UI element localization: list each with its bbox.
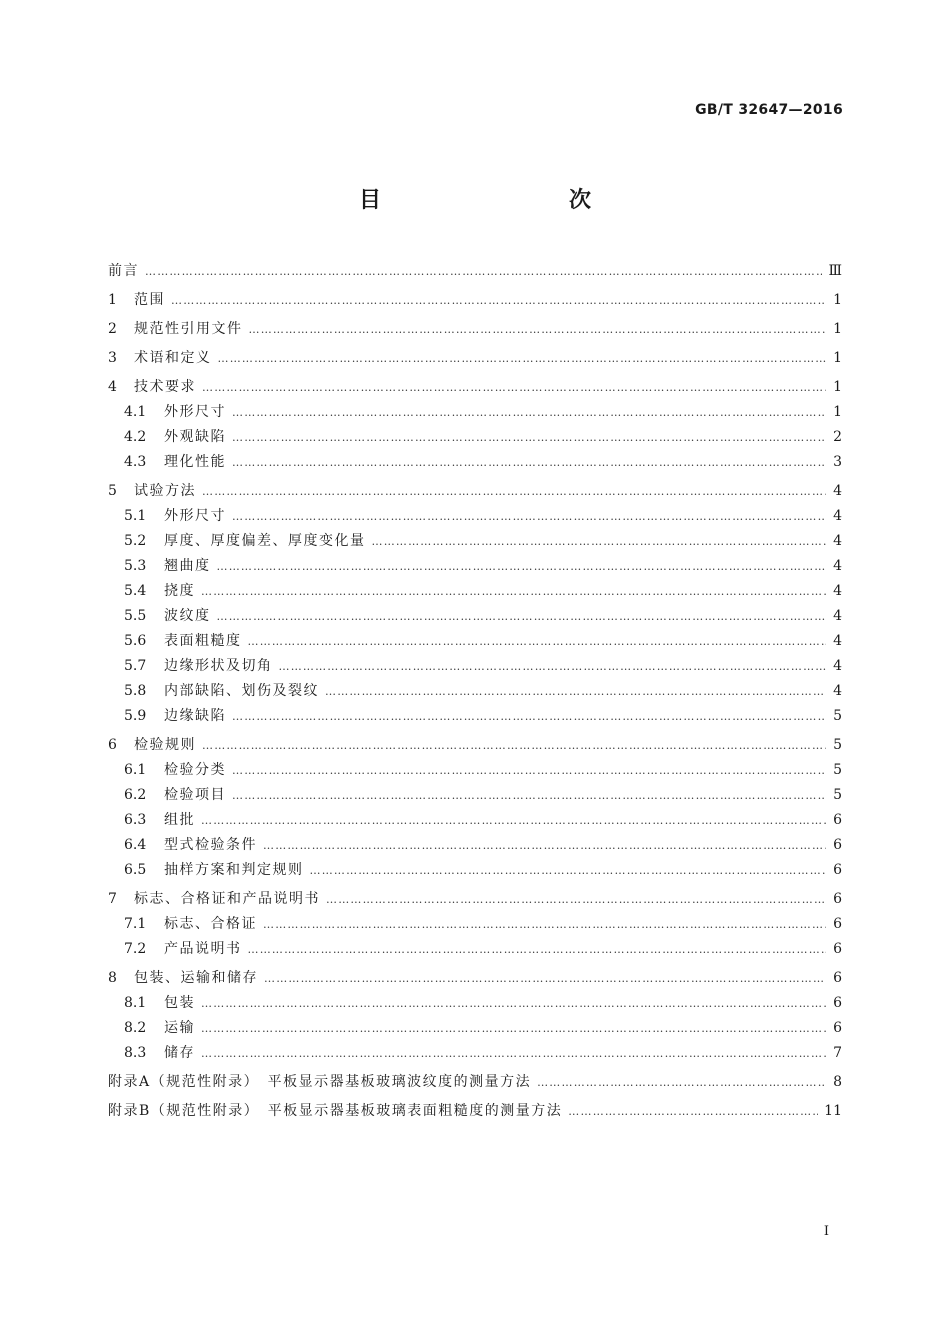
dot-leader (201, 808, 826, 833)
toc-entry-page: 6 (833, 995, 842, 1011)
toc-entry-label: 标志、合格证 (164, 916, 257, 932)
dot-leader (537, 1070, 826, 1095)
toc-entry-page: 4 (833, 508, 842, 524)
toc-entry-page: 6 (833, 970, 842, 986)
dot-leader (201, 1016, 826, 1041)
dot-leader (232, 783, 826, 808)
dot-leader (248, 629, 827, 654)
toc-entry[interactable] (108, 288, 842, 313)
toc-entry-label: 表面粗糙度 (164, 633, 242, 649)
toc-entry-number: 8 (108, 970, 117, 986)
toc-subentry[interactable] (108, 654, 842, 679)
toc-entry-label: 外形尺寸 (164, 404, 226, 420)
toc-entry-page: 1 (833, 379, 842, 395)
toc-entry-page: 4 (833, 558, 842, 574)
toc-subentry[interactable] (108, 833, 842, 858)
toc-entry-label: 标志、合格证和产品说明书 (134, 891, 320, 907)
toc-entry[interactable] (108, 375, 842, 400)
toc-entry[interactable] (108, 259, 842, 284)
toc-entry-label: 波纹度 (164, 608, 211, 624)
toc-entry-page: 5 (833, 708, 842, 724)
toc-entry-page: 6 (833, 916, 842, 932)
toc-subentry[interactable] (108, 858, 842, 883)
toc-entry-label: 试验方法 (134, 483, 196, 499)
toc-subentry[interactable] (108, 579, 842, 604)
toc-entry-number: 6.1 (124, 762, 147, 778)
toc-entry-label: 附录B（规范性附录） 平板显示器基板玻璃表面粗糙度的测量方法 (108, 1103, 563, 1119)
toc-entry-page: 5 (833, 787, 842, 803)
toc-entry-number: 6 (108, 737, 117, 753)
toc-entry-label: 翘曲度 (164, 558, 211, 574)
toc-subentry[interactable] (108, 808, 842, 833)
toc-entry-number: 5 (108, 483, 117, 499)
dot-leader (202, 479, 826, 504)
dot-leader (249, 317, 827, 342)
dot-leader (568, 1099, 818, 1124)
dot-leader (218, 346, 827, 371)
toc-subentry[interactable] (108, 783, 842, 808)
dot-leader (232, 704, 826, 729)
toc-subentry[interactable] (108, 991, 842, 1016)
toc-entry-page: 6 (833, 891, 842, 907)
toc-entry-page: 4 (833, 583, 842, 599)
toc-entry-number: 5.4 (124, 583, 147, 599)
toc-entry-label: 边缘缺陷 (164, 708, 226, 724)
toc-entry-label: 产品说明书 (164, 941, 242, 957)
toc-entry-number: 6.2 (124, 787, 147, 803)
toc-entry-label: 检验分类 (164, 762, 226, 778)
toc-entry-label: 技术要求 (134, 379, 196, 395)
toc-entry-page: 1 (833, 404, 842, 420)
toc-entry-number: 5.2 (124, 533, 147, 549)
toc-entry-page: 7 (833, 1045, 842, 1061)
toc-entry-page: 1 (833, 292, 842, 308)
toc-entry-label: 规范性引用文件 (134, 321, 243, 337)
dot-leader (171, 288, 826, 313)
dot-leader (201, 1041, 826, 1066)
toc-entry-number: 7.1 (124, 916, 147, 932)
toc-entry-number: 5.9 (124, 708, 147, 724)
toc-entry-page: 5 (833, 762, 842, 778)
toc-entry-page: 6 (833, 812, 842, 828)
toc-subentry[interactable] (108, 912, 842, 937)
dot-leader (201, 991, 826, 1016)
dot-leader (232, 758, 826, 783)
toc-entry-label: 附录A（规范性附录） 平板显示器基板玻璃波纹度的测量方法 (108, 1074, 532, 1090)
dot-leader (325, 679, 826, 704)
dot-leader (263, 912, 826, 937)
toc-entry-number: 6.3 (124, 812, 147, 828)
dot-leader (232, 400, 826, 425)
toc-entry-page: 3 (833, 454, 842, 470)
dot-leader (263, 833, 826, 858)
dot-leader (232, 425, 826, 450)
toc-entry[interactable] (108, 733, 842, 758)
toc-entry-label: 包装、运输和储存 (134, 970, 258, 986)
toc-subentry[interactable] (108, 1041, 842, 1066)
toc-subentry[interactable] (108, 529, 842, 554)
toc-entry-number: 5.3 (124, 558, 147, 574)
toc-subentry[interactable] (108, 704, 842, 729)
dot-leader (217, 604, 827, 629)
table-of-contents (108, 259, 842, 1124)
toc-entry-label: 厚度、厚度偏差、厚度变化量 (164, 533, 366, 549)
dot-leader (201, 579, 826, 604)
toc-entry-number: 6.5 (124, 862, 147, 878)
toc-entry-number: 5.5 (124, 608, 147, 624)
toc-entry-label: 检验规则 (134, 737, 196, 753)
toc-entry-label: 型式检验条件 (164, 837, 257, 853)
toc-entry-page: 2 (833, 429, 842, 445)
toc-entry-page: 1 (833, 321, 842, 337)
toc-subentry[interactable] (108, 1016, 842, 1041)
toc-entry-page: 6 (833, 862, 842, 878)
dot-leader (372, 529, 827, 554)
toc-entry-number: 1 (108, 292, 117, 308)
dot-leader (248, 937, 827, 962)
toc-entry-page: 6 (833, 837, 842, 853)
toc-entry-number: 6.4 (124, 837, 147, 853)
page-folio: Ⅰ (823, 1224, 829, 1239)
toc-entry[interactable] (108, 1070, 842, 1095)
toc-entry-label: 理化性能 (164, 454, 226, 470)
toc-subentry[interactable] (108, 554, 842, 579)
toc-entry-page: Ⅲ (828, 263, 842, 279)
toc-entry-number: 4.3 (124, 454, 147, 470)
toc-entry[interactable] (108, 966, 842, 991)
toc-entry-page: 11 (824, 1103, 842, 1119)
toc-entry-page: 4 (833, 683, 842, 699)
toc-entry-page: 4 (833, 533, 842, 549)
toc-entry-number: 8.2 (124, 1020, 147, 1036)
toc-subentry[interactable] (108, 450, 842, 475)
toc-entry-label: 内部缺陷、划伤及裂纹 (164, 683, 319, 699)
toc-entry-label: 抽样方案和判定规则 (164, 862, 304, 878)
toc-entry-number: 2 (108, 321, 117, 337)
dot-leader (326, 887, 826, 912)
toc-entry[interactable] (108, 887, 842, 912)
toc-entry-label: 储存 (164, 1045, 195, 1061)
toc-entry-page: 8 (833, 1074, 842, 1090)
toc-entry-number: 4.1 (124, 404, 147, 420)
toc-entry-page: 4 (833, 633, 842, 649)
toc-entry-label: 挠度 (164, 583, 195, 599)
toc-entry-number: 5.8 (124, 683, 147, 699)
dot-leader (217, 554, 827, 579)
toc-entry-label: 外观缺陷 (164, 429, 226, 445)
toc-entry-number: 5.1 (124, 508, 147, 524)
dot-leader (232, 450, 826, 475)
toc-entry-label: 范围 (134, 292, 165, 308)
toc-entry-label: 包装 (164, 995, 195, 1011)
toc-entry-page: 6 (833, 1020, 842, 1036)
toc-entry-label: 术语和定义 (134, 350, 212, 366)
dot-leader (202, 733, 826, 758)
toc-entry-label: 检验项目 (164, 787, 226, 803)
toc-entry-number: 3 (108, 350, 117, 366)
toc-entry-label: 前言 (108, 263, 139, 279)
toc-subentry[interactable] (108, 425, 842, 450)
dot-leader (264, 966, 826, 991)
toc-entry-number: 8.1 (124, 995, 147, 1011)
toc-entry-page: 1 (833, 350, 842, 366)
toc-entry-number: 5.6 (124, 633, 147, 649)
toc-entry-number: 7.2 (124, 941, 147, 957)
toc-entry[interactable] (108, 479, 842, 504)
toc-subentry[interactable] (108, 758, 842, 783)
dot-leader (279, 654, 827, 679)
toc-entry[interactable] (108, 317, 842, 342)
toc-entry-number: 4 (108, 379, 117, 395)
dot-leader (202, 375, 826, 400)
toc-entry-label: 外形尺寸 (164, 508, 226, 524)
toc-entry-page: 4 (833, 608, 842, 624)
toc-subentry[interactable] (108, 937, 842, 962)
standard-code: GB/T 32647—2016 (695, 102, 843, 118)
dot-leader (232, 504, 826, 529)
toc-entry-page: 6 (833, 941, 842, 957)
toc-entry-number: 8.3 (124, 1045, 147, 1061)
toc-subentry[interactable] (108, 679, 842, 704)
toc-subentry[interactable] (108, 504, 842, 529)
toc-entry-page: 4 (833, 658, 842, 674)
page-title: 目 次 (358, 188, 639, 213)
toc-subentry[interactable] (108, 400, 842, 425)
toc-subentry[interactable] (108, 629, 842, 654)
toc-entry[interactable] (108, 346, 842, 371)
toc-entry-number: 5.7 (124, 658, 147, 674)
dot-leader (310, 858, 827, 883)
dot-leader (145, 259, 822, 284)
toc-entry-label: 组批 (164, 812, 195, 828)
toc-entry-label: 运输 (164, 1020, 195, 1036)
toc-entry[interactable] (108, 1099, 842, 1124)
toc-entry-page: 5 (833, 737, 842, 753)
toc-entry-number: 4.2 (124, 429, 147, 445)
toc-entry-number: 7 (108, 891, 117, 907)
toc-entry-page: 4 (833, 483, 842, 499)
toc-entry-label: 边缘形状及切角 (164, 658, 273, 674)
toc-subentry[interactable] (108, 604, 842, 629)
